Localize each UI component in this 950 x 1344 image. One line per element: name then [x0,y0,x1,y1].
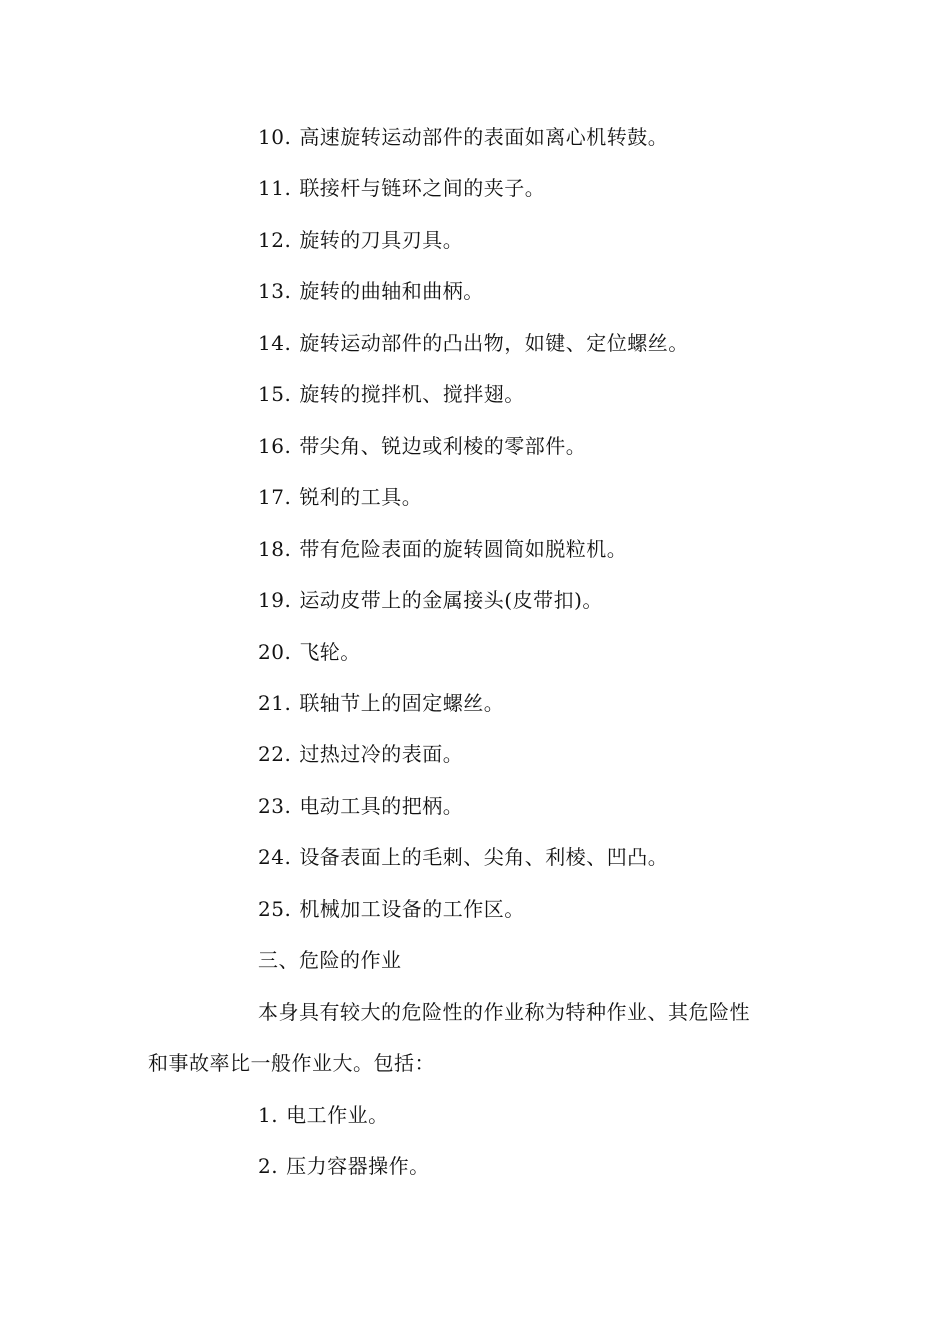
sub-list-item-number: 2. [258,1154,279,1178]
list-item-number: 10. [258,125,292,149]
list-item [258,587,603,613]
list-item-number: 23. [258,794,292,818]
list-item-number: 16. [258,434,292,458]
list-item-number: 21. [258,691,292,715]
list-item [258,639,361,665]
list-item [258,536,627,562]
list-item [258,124,668,150]
list-item-text: 旋转的曲轴和曲柄。 [299,279,484,303]
list-item [258,484,422,510]
sub-list-item [258,1102,389,1128]
list-item [258,844,668,870]
list-item-text: 旋转的搅拌机、搅拌翅。 [299,382,525,406]
list-item-number: 15. [258,382,292,406]
list-item [258,278,484,304]
list-item-number: 22. [258,742,292,766]
sub-list-item-text: 压力容器操作。 [286,1154,430,1178]
sub-list-item-number: 1. [258,1103,279,1127]
list-item [258,175,545,201]
list-item-text: 旋转的刀具刃具。 [299,228,464,252]
paragraph-line-2: 和事故率比一般作业大。包括： [148,1051,435,1075]
list-item-text: 联接杆与链环之间的夹子。 [299,176,546,200]
sub-list-item-text: 电工作业。 [286,1103,389,1127]
list-item [258,690,504,716]
list-item-text: 设备表面上的毛刺、尖角、利棱、凹凸。 [299,845,669,869]
list-item-number: 13. [258,279,292,303]
list-item-text: 电动工具的把柄。 [299,794,464,818]
list-item-number: 17. [258,485,292,509]
list-item-text: 联轴节上的固定螺丝。 [299,691,505,715]
list-item-number: 14. [258,331,292,355]
list-item [258,330,689,356]
list-item-text: 旋转运动部件的凸出物，如键、定位螺丝。 [299,331,689,355]
list-item-text: 过热过冷的表面。 [299,742,464,766]
list-item [258,741,463,767]
paragraph-line-1: 本身具有较大的危险性的作业称为特种作业、其危险性 [258,1000,750,1024]
list-item-text: 带尖角、锐边或利棱的零部件。 [299,434,587,458]
list-item-number: 18. [258,537,292,561]
section-heading: 三、危险的作业 [258,948,402,972]
list-item-number: 25. [258,897,292,921]
list-item-text: 飞轮。 [299,640,361,664]
list-item [258,793,463,819]
list-item [258,227,463,253]
list-item-number: 11. [258,176,292,200]
list-item-number: 24. [258,845,292,869]
list-item [258,896,525,922]
sub-list-item [258,1153,430,1179]
list-item [258,381,525,407]
list-item-text: 机械加工设备的工作区。 [299,897,525,921]
list-item-number: 12. [258,228,292,252]
list-item-number: 19. [258,588,292,612]
list-item-text: 锐利的工具。 [299,485,423,509]
list-item-number: 20. [258,640,292,664]
list-item-text: 高速旋转运动部件的表面如离心机转鼓。 [299,125,669,149]
list-item-text: 带有危险表面的旋转圆筒如脱粒机。 [299,537,628,561]
list-item-text: 运动皮带上的金属接头(皮带扣)。 [299,588,603,612]
list-item [258,433,586,459]
